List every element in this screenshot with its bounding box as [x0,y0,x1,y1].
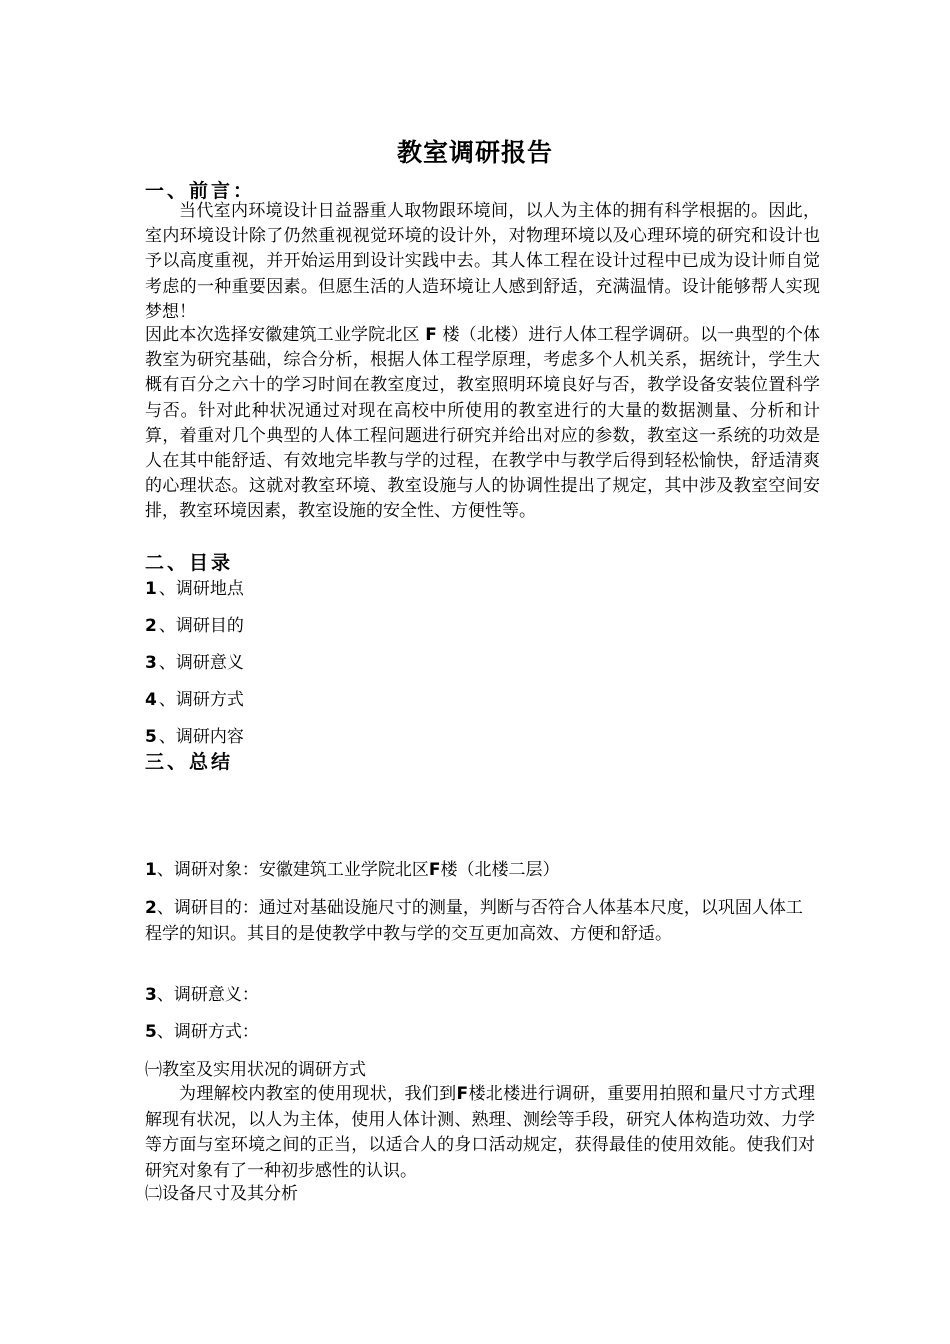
section-1 [145,858,815,884]
section-5-number: 5 [145,1022,157,1042]
subsection-1-heading: ㈠教室及实用状况的调研方式 [145,1060,366,1080]
toc-item [145,648,244,673]
toc-item-label: 、调研方式 [158,690,244,710]
toc-item-number: 3 [145,653,157,673]
toc-item [145,574,244,599]
toc-item-number: 1 [145,579,157,599]
section-1-text-before: 、调研对象：安徽建筑工业学院北区 [156,860,429,880]
toc-item-number: 5 [145,727,157,747]
section-1-building-letter: F [428,860,441,880]
section-3-text: 、调研意义： [156,985,259,1005]
section-3-number: 3 [145,985,157,1005]
subsection-1-paragraph [145,1082,815,1184]
toc-heading: 二、目录 [145,552,234,574]
section-1-text-after: 楼（北楼二层） [440,860,560,880]
section-2-text: 、调研目的：通过对基础设施尺寸的测量，判断与否符合人体基本尺度，以巩固人体工程学的知识。其目的是使教学中教与学的交互更加高效、方便和舒适。 [145,898,803,944]
section-3 [145,983,815,1009]
preface-heading: 一、前言： [145,180,256,202]
toc-item [145,611,244,636]
preface-p2-text-before: 因此本次选择安徽建筑工业学院北区 [145,325,420,345]
preface-paragraph-1: 当代室内环境设计日益器重人取物跟环境间，以人为主体的拥有科学根据的。因此，室内环境设计除了仍然重视视觉环境的设计外，对物理环境以及心理环境的研究和设计也予以高度重视，并开始运用到设计实践中去。其人体工程在设计过程中已成为设计师自觉考虑的一种重要因素。但愿生活的人造环境让人感到舒适，充满温情。设计能够帮人实现梦想！ [145,201,820,322]
subsection-1-text-before: 为理解校内教室的使用现状，我们到 [179,1084,457,1104]
subsection-1-building-letter: F [456,1084,469,1104]
section-1-number: 1 [145,860,157,880]
toc-item-number: 4 [145,690,157,710]
section-2-number: 2 [145,898,157,918]
toc-item-label: 、调研目的 [158,616,244,636]
preface-paragraph-2 [145,323,820,525]
section-5-text: 、调研方式： [156,1022,259,1042]
document-title: 教室调研报告 [396,138,553,167]
preface-p2-text-after: 楼（北楼）进行人体工程学调研。以一典型的个体教室为研究基础，综合分析，根据人体工程学原理，考虑多个人机关系，据统计，学生大概有百分之六十的学习时间在教室度过，教室照明环境良好与否，教学设备安装位置科学与否。针对此种状况通过对现在高校中所使用的教室进行的大量的数据测量、分析和计算，着重对几个典型的人体工程问题进行研究并给出对应的参数，教室这一系统的功效是人在其中能舒适、有效地完毕教与学的过程，在教学中与教学后得到轻松愉快，舒适清爽的心理状态。这就对教室环境、教室设施与人的协调性提出了规定，其中涉及教室空间安排，教室环境因素，教室设施的安全性、方便性等。 [145,325,821,522]
toc-item [145,722,244,747]
toc-item [145,685,244,710]
subsection-2-heading: ㈡设备尺寸及其分析 [145,1184,298,1204]
toc-item-label: 、调研内容 [158,727,244,747]
toc-item-number: 2 [145,616,157,636]
toc-item-label: 、调研意义 [158,653,244,673]
toc-item-label: 、调研地点 [158,579,244,599]
section-2 [145,896,815,947]
section-5 [145,1020,815,1046]
subsection-1-text-after: 楼北楼进行调研，重要用拍照和量尺寸方式理解现有状况，以人为主体，使用人体计测、熟理、测绘等手段，研究人体构造功效、力学等方面与室环境之间的正当，以适合人的身口活动规定，获得最佳的使用效能。使我们对研究对象有了一种初步感性的认识。 [145,1084,815,1181]
summary-heading: 三、总结 [145,751,234,773]
building-letter: F [425,325,437,345]
